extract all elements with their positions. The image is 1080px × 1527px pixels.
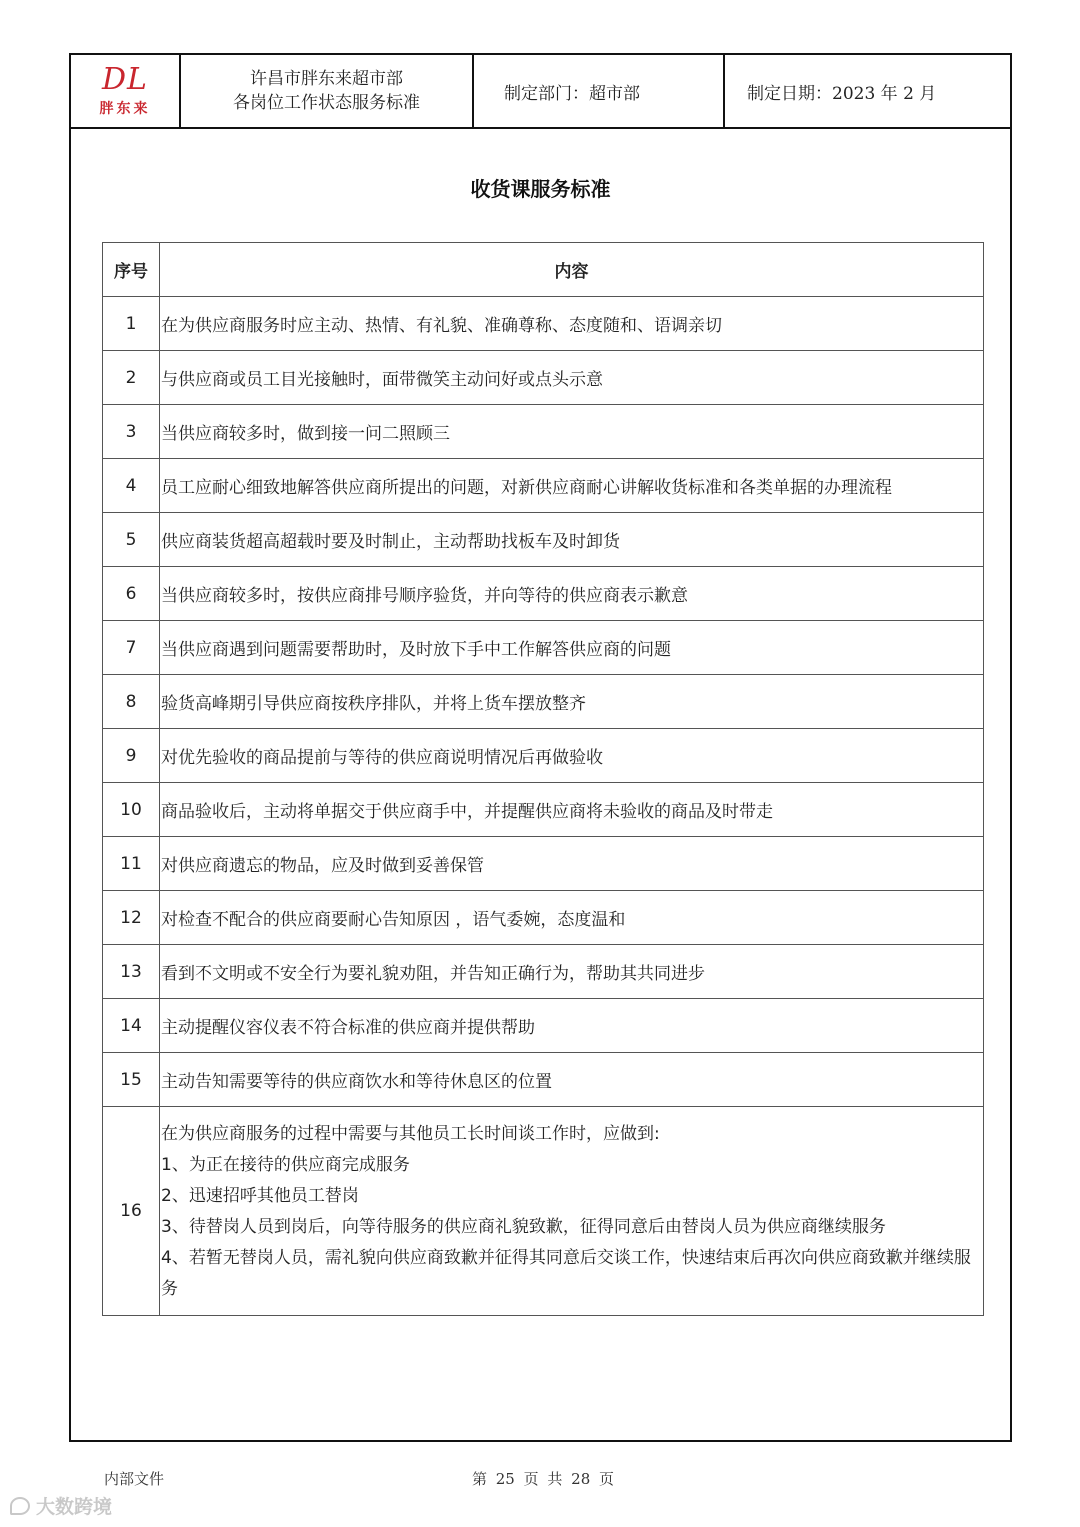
row-content-line: 2、迅速招呼其他员工替岗 (161, 1186, 359, 1206)
row-content: 供应商装货超高超载时要及时制止，主动帮助找板车及时卸货 (160, 513, 984, 567)
table-row (103, 1053, 984, 1107)
row-number: 14 (103, 999, 160, 1053)
row-number: 11 (103, 837, 160, 891)
row-number: 2 (103, 351, 160, 405)
table-row (103, 513, 984, 567)
table-row (103, 351, 984, 405)
header-title-line2: 各岗位工作状态服务标准 (233, 93, 420, 113)
row-number: 7 (103, 621, 160, 675)
table-row (103, 621, 984, 675)
watermark-logo-icon (10, 1497, 30, 1515)
document-frame (69, 53, 1012, 1442)
table-row (103, 567, 984, 621)
column-header-content: 内容 (160, 243, 984, 297)
table-header-row (103, 243, 984, 297)
column-header-no: 序号 (103, 243, 160, 297)
row-content-line: 4、若暂无替岗人员，需礼貌向供应商致歉并征得其同意后交谈工作，快速结束后再次向供应商致歉并继续服务 (161, 1248, 971, 1299)
table-row (103, 945, 984, 999)
row-content: 主动提醒仪容仪表不符合标准的供应商并提供帮助 (160, 999, 984, 1053)
row-content: 主动告知需要等待的供应商饮水和等待休息区的位置 (160, 1053, 984, 1107)
row-number: 4 (103, 459, 160, 513)
row-content-multiline (160, 1107, 984, 1316)
logo-text: 胖东来 (99, 100, 151, 117)
document-header (71, 55, 1010, 129)
row-number: 9 (103, 729, 160, 783)
row-content-line: 3、待替岗人员到岗后，向等待服务的供应商礼貌致歉，征得同意后由替岗人员为供应商继续服务 (161, 1217, 886, 1237)
row-content: 对优先验收的商品提前与等待的供应商说明情况后再做验收 (160, 729, 984, 783)
table-row (103, 297, 984, 351)
table-row (103, 675, 984, 729)
row-number: 5 (103, 513, 160, 567)
row-content: 对供应商遗忘的物品，应及时做到妥善保管 (160, 837, 984, 891)
standards-table (102, 242, 984, 1316)
table-row (103, 1107, 984, 1316)
table-row (103, 459, 984, 513)
table-row (103, 783, 984, 837)
row-number: 1 (103, 297, 160, 351)
table-row (103, 891, 984, 945)
table-row (103, 729, 984, 783)
header-title (181, 55, 474, 127)
row-content: 当供应商较多时，按供应商排号顺序验货，并向等待的供应商表示歉意 (160, 567, 984, 621)
row-content-line: 1、为正在接待的供应商完成服务 (161, 1155, 410, 1175)
header-title-line1: 许昌市胖东来超市部 (250, 69, 403, 89)
row-content: 对检查不配合的供应商要耐心告知原因 ，语气委婉，态度温和 (160, 891, 984, 945)
row-content: 当供应商较多时，做到接一问二照顾三 (160, 405, 984, 459)
row-number: 16 (103, 1107, 160, 1316)
row-content: 员工应耐心细致地解答供应商所提出的问题，对新供应商耐心讲解收货标准和各类单据的办理流程 (160, 459, 984, 513)
table-row (103, 999, 984, 1053)
row-content: 当供应商遇到问题需要帮助时，及时放下手中工作解答供应商的问题 (160, 621, 984, 675)
row-content: 看到不文明或不安全行为要礼貌劝阻，并告知正确行为，帮助其共同进步 (160, 945, 984, 999)
header-date: 制定日期：2023 年 2 月 (747, 83, 937, 104)
row-content: 在为供应商服务时应主动、热情、有礼貌、准确尊称、态度随和、语调亲切 (160, 297, 984, 351)
row-number: 6 (103, 567, 160, 621)
row-content: 商品验收后，主动将单据交于供应商手中，并提醒供应商将未验收的商品及时带走 (160, 783, 984, 837)
row-content: 验货高峰期引导供应商按秩序排队，并将上货车摆放整齐 (160, 675, 984, 729)
row-number: 10 (103, 783, 160, 837)
header-dept: 制定部门：超市部 (474, 55, 725, 127)
row-number: 8 (103, 675, 160, 729)
footer-internal-label: 内部文件 (104, 1470, 165, 1488)
watermark (10, 1492, 112, 1519)
row-content-line: 在为供应商服务的过程中需要与其他员工长时间谈工作时，应做到: (161, 1124, 660, 1144)
row-number: 3 (103, 405, 160, 459)
logo (71, 55, 181, 127)
page-title: 收货课服务标准 (470, 177, 611, 201)
logo-mark: DL (102, 61, 148, 97)
watermark-text: 大数跨境 (36, 1496, 113, 1518)
table-row (103, 837, 984, 891)
row-number: 15 (103, 1053, 160, 1107)
footer-page-number: 第 25 页 共 28 页 (472, 1470, 615, 1488)
row-number: 12 (103, 891, 160, 945)
table-row (103, 405, 984, 459)
row-content: 与供应商或员工目光接触时，面带微笑主动问好或点头示意 (160, 351, 984, 405)
row-number: 13 (103, 945, 160, 999)
